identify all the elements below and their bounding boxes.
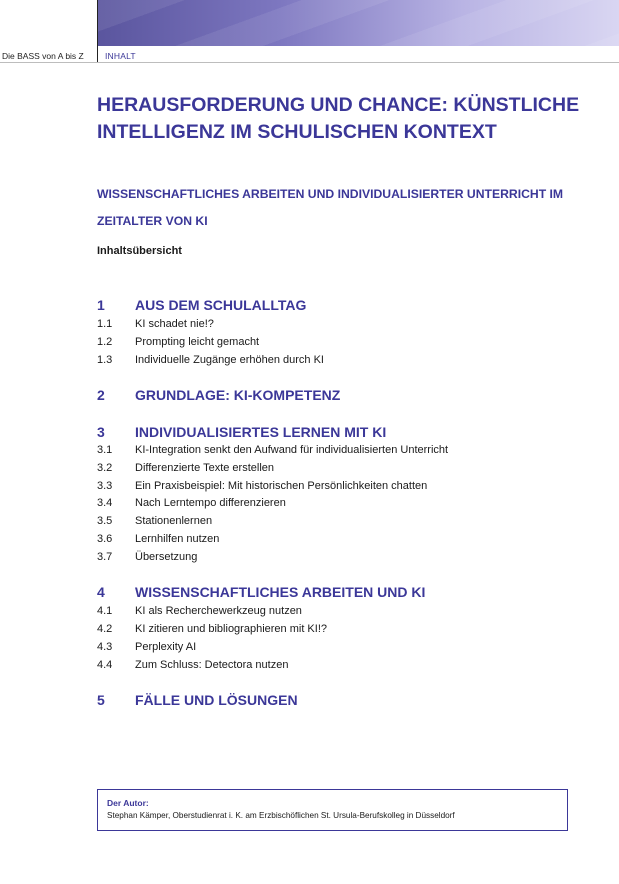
toc-chapter [97, 387, 597, 407]
chapter-title: GRUNDLAGE: KI-KOMPETENZ [135, 387, 341, 403]
toc-item [97, 318, 597, 334]
item-number: 4.2 [97, 623, 113, 635]
chapter-number: 2 [97, 387, 105, 403]
toc-item [97, 605, 597, 621]
item-title: Lernhilfen nutzen [135, 533, 220, 545]
toc-chapter [97, 424, 597, 444]
chapter-title: FÄLLE UND LÖSUNGEN [135, 692, 298, 708]
item-number: 1.1 [97, 318, 113, 330]
overview-heading: Inhaltsübersicht [97, 245, 182, 257]
toc-item [97, 354, 597, 370]
item-title: Prompting leicht gemacht [135, 336, 260, 348]
chapter-number: 1 [97, 297, 105, 313]
author-heading: Der Autor: [107, 798, 149, 808]
item-number: 4.4 [97, 659, 113, 671]
section-label: INHALT [105, 51, 136, 61]
toc-item [97, 444, 597, 460]
item-number: 3.2 [97, 462, 113, 474]
item-number: 3.6 [97, 533, 113, 545]
author-box [97, 789, 568, 831]
item-number: 3.7 [97, 551, 113, 563]
item-number: 3.3 [97, 480, 113, 492]
toc-item [97, 551, 597, 567]
header-divider [97, 0, 98, 62]
item-title: Differenzierte Texte erstellen [135, 462, 274, 474]
chapter-number: 4 [97, 584, 105, 600]
author-text: Stephan Kämper, Oberstudienrat i. K. am Erzbischöflichen St. Ursula-Berufskolleg in Düsseldorf [107, 811, 455, 820]
chapter-title: INDIVIDUALISIERTES LERNEN MIT KI [135, 424, 387, 440]
toc-item [97, 497, 597, 513]
toc-item [97, 659, 597, 675]
toc-item [97, 480, 597, 496]
header-banner-left [0, 0, 97, 46]
chapter-number: 5 [97, 692, 105, 708]
series-label: Die BASS von A bis Z [2, 51, 84, 61]
chapter-number: 3 [97, 424, 105, 440]
item-title: Perplexity AI [135, 641, 197, 653]
page-title: HERAUSFORDERUNG UND CHANCE: KÜNSTLICHE INTELLIGENZ IM SCHULISCHEN KONTEXT [97, 94, 580, 143]
toc-chapter [97, 584, 597, 604]
header-rule [0, 62, 619, 63]
item-number: 4.3 [97, 641, 113, 653]
item-title: Stationenlernen [135, 515, 213, 527]
item-title: Individuelle Zugänge erhöhen durch KI [135, 354, 324, 366]
item-title: KI als Recherchewerkzeug nutzen [135, 605, 302, 617]
toc-item [97, 336, 597, 352]
toc-item [97, 641, 597, 657]
chapter-title: WISSENSCHAFTLICHES ARBEITEN UND KI [135, 584, 426, 600]
item-number: 3.5 [97, 515, 113, 527]
chapter-title: AUS DEM SCHULALLTAG [135, 297, 307, 313]
item-title: KI schadet nie!? [135, 318, 214, 330]
toc-chapter [97, 692, 597, 712]
item-title: KI-Integration senkt den Aufwand für individualisierten Unterricht [135, 444, 449, 456]
item-title: Nach Lerntempo differenzieren [135, 497, 286, 509]
page-subtitle: WISSENSCHAFTLICHES ARBEITEN UND INDIVIDUALISIERTER UNTERRICHT IM ZEITALTER VON KI [97, 187, 564, 228]
item-title: Ein Praxisbeispiel: Mit historischen Persönlichkeiten chatten [135, 480, 428, 492]
toc-item [97, 623, 597, 639]
toc-item [97, 462, 597, 478]
item-title: Zum Schluss: Detectora nutzen [135, 659, 289, 671]
header-banner-image [97, 0, 619, 46]
toc-chapter [97, 297, 597, 317]
item-title: KI zitieren und bibliographieren mit KI!? [135, 623, 327, 635]
item-number: 3.4 [97, 497, 113, 509]
toc-item [97, 533, 597, 549]
item-title: Übersetzung [135, 551, 198, 563]
toc-item [97, 515, 597, 531]
item-number: 1.2 [97, 336, 113, 348]
item-number: 3.1 [97, 444, 113, 456]
item-number: 4.1 [97, 605, 113, 617]
item-number: 1.3 [97, 354, 113, 366]
